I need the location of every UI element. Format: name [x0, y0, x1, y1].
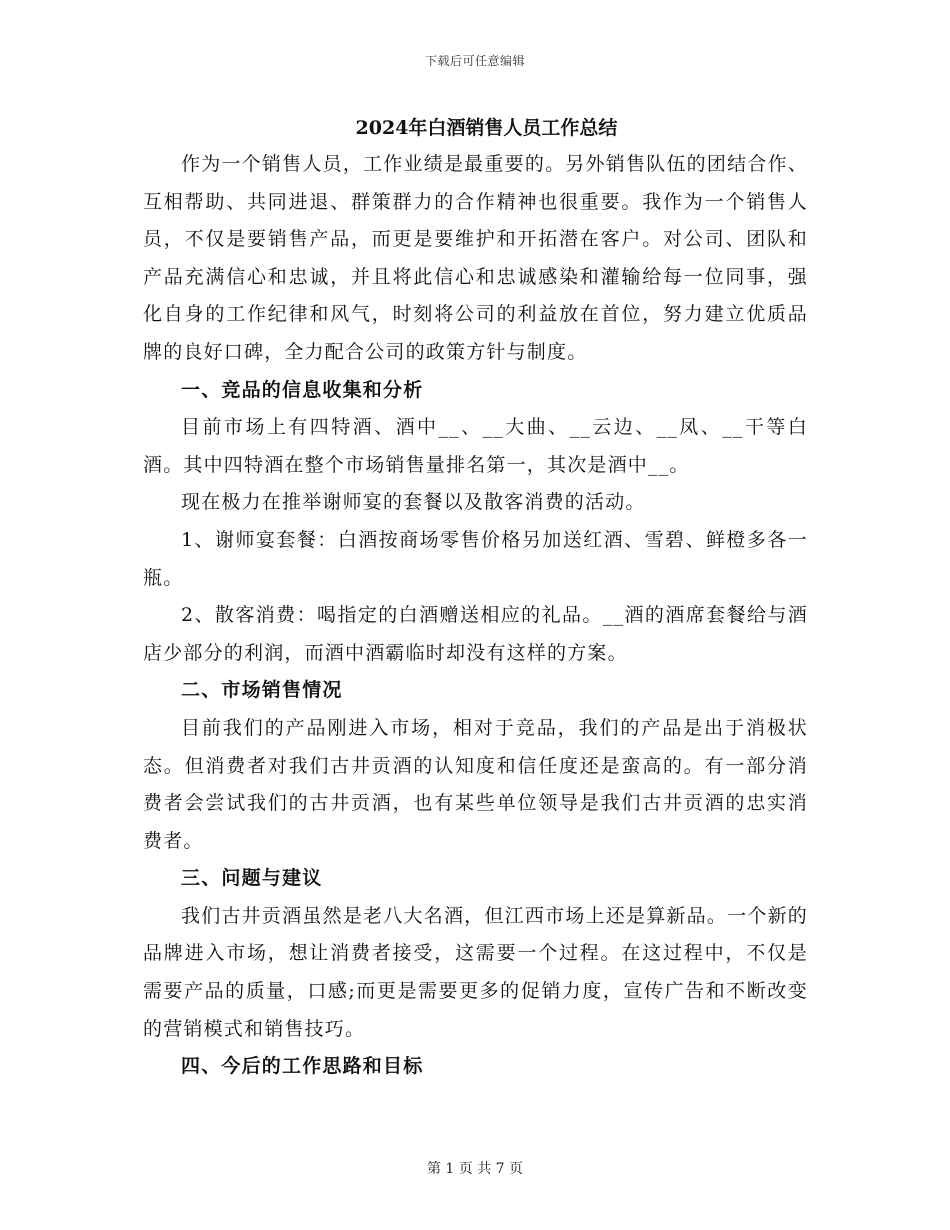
page-footer-pagination: 第 1 页 共 7 页: [426, 1161, 524, 1177]
paragraph-promotions: 现在极力在推举谢师宴的套餐以及散客消费的活动。: [181, 491, 646, 514]
section-heading-competitors: 一、竞品的信息收集和分析: [181, 378, 424, 401]
section-heading-problems: 三、问题与建议: [181, 867, 323, 890]
document-title: 2024年白酒销售人员工作总结: [355, 117, 618, 139]
paragraph-market-status: 目前我们的产品刚进入市场，相对于竞品，我们的产品是出于消极状态。但消费者对我们古井贡酒的认知度和信任度还是蛮高的。有一部分消费者会尝试我们的古井贡酒，也有某些单位领导是我们古井贡酒的忠实消费者。: [143, 716, 808, 852]
page-header-note: 下载后可任意编辑: [424, 54, 525, 68]
intro-paragraph: 作为一个销售人员，工作业绩是最重要的。另外销售队伍的团结合作、互相帮助、共同进退、群策群力的合作精神也很重要。我作为一个销售人员，不仅是要销售产品，而更是要维护和开拓潜在客户。对公司、团队和产品充满信心和忠诚，并且将此信心和忠诚感染和灌输给每一位同事，强化自身的工作纪律和风气，时刻将公司的利益放在首位，努力建立优质品牌的良好口碑，全力配合公司的政策方针与制度。: [143, 153, 808, 363]
paragraph-suggestions: 我们古井贡酒虽然是老八大名酒，但江西市场上还是算新品。一个新的品牌进入市场，想让消费者接受，这需要一个过程。在这过程中，不仅是需要产品的质量，口感;而更是需要更多的促销力度，宣传广告和不断改变的营销模式和销售技巧。: [143, 904, 808, 1040]
document-body: [143, 110, 808, 1086]
paragraph-package: 1、谢师宴套餐：白酒按商场零售价格另加送红酒、雪碧、鲜橙多各一瓶。: [143, 528, 808, 589]
paragraph-market-brands: 目前市场上有四特酒、酒中__、__大曲、__云边、__凤、__干等白酒。其中四特酒在整个市场销售量排名第一，其次是酒中__。: [143, 416, 808, 476]
section-heading-future-goals: 四、今后的工作思路和目标: [181, 1055, 424, 1078]
section-heading-market-sales: 二、市场销售情况: [181, 679, 343, 702]
paragraph-retail-consumption: 2、散客消费：喝指定的白酒赠送相应的礼品。__酒的酒席套餐给与酒店少部分的利润，而酒中酒霸临时却没有这样的方案。: [143, 604, 808, 664]
